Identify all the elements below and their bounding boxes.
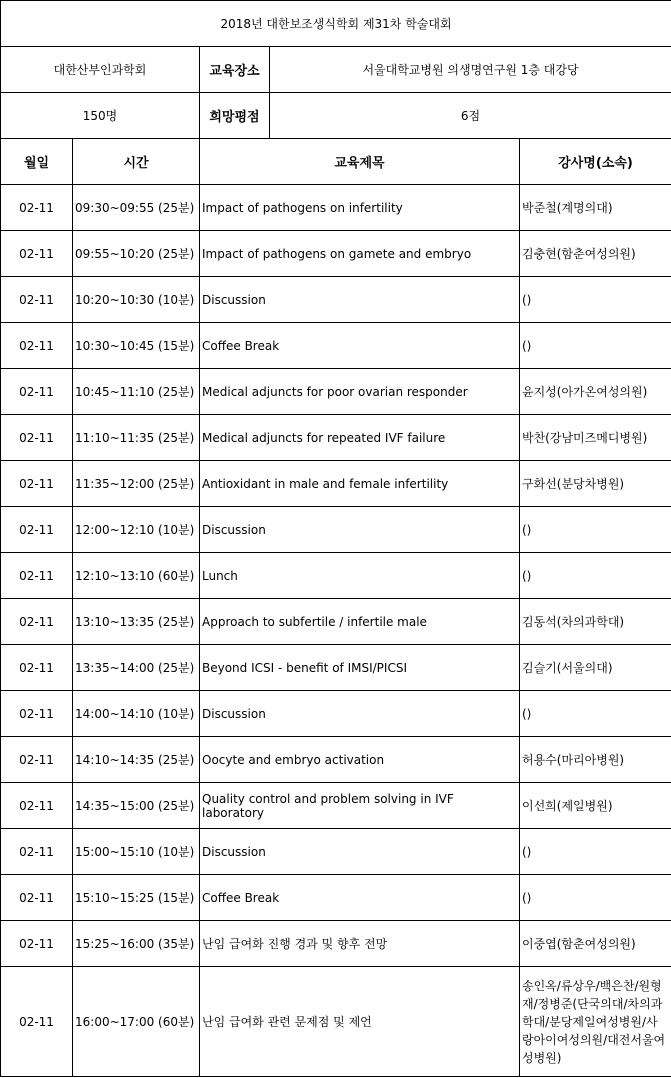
- table-row: [1, 737, 671, 783]
- row-lecturer: (): [520, 507, 671, 553]
- table-row: [1, 461, 671, 507]
- venue-label: 교육장소: [200, 47, 270, 93]
- row-lecturer: 박준철(계명의대): [520, 185, 671, 231]
- row-topic: Discussion: [200, 507, 520, 553]
- row-date: 02-11: [1, 415, 73, 461]
- row-topic: Oocyte and embryo activation: [200, 737, 520, 783]
- row-time: 10:20~10:30 (10분): [73, 277, 200, 323]
- row-time: 13:10~13:35 (25분): [73, 599, 200, 645]
- row-date: 02-11: [1, 369, 73, 415]
- row-lecturer: 김슬기(서울의대): [520, 645, 671, 691]
- row-topic: Discussion: [200, 277, 520, 323]
- row-time: 14:00~14:10 (10분): [73, 691, 200, 737]
- table-row: [1, 921, 671, 967]
- page-title: 2018년 대한보조생식학회 제31차 학술대회: [1, 1, 671, 47]
- table-row: [1, 369, 671, 415]
- row-date: 02-11: [1, 553, 73, 599]
- row-date: 02-11: [1, 737, 73, 783]
- row-time: 10:45~11:10 (25분): [73, 369, 200, 415]
- row-lecturer: 윤지성(아가온여성의원): [520, 369, 671, 415]
- table-row: [1, 599, 671, 645]
- row-time: 16:00~17:00 (60분): [73, 967, 200, 1077]
- row-topic: Coffee Break: [200, 875, 520, 921]
- organizer: 대한산부인과학회: [1, 47, 200, 93]
- row-topic: Discussion: [200, 691, 520, 737]
- table-row: [1, 783, 671, 829]
- row-time: 09:55~10:20 (25분): [73, 231, 200, 277]
- row-lecturer: (): [520, 691, 671, 737]
- score-label: 희망평점: [200, 93, 270, 139]
- row-topic: 난임 급여화 진행 경과 및 향후 전망: [200, 921, 520, 967]
- row-date: 02-11: [1, 921, 73, 967]
- header-date: 월일: [1, 139, 73, 185]
- row-time: 09:30~09:55 (25분): [73, 185, 200, 231]
- row-time: 15:00~15:10 (10분): [73, 829, 200, 875]
- row-lecturer: (): [520, 829, 671, 875]
- row-date: 02-11: [1, 185, 73, 231]
- table-row: [1, 967, 671, 1077]
- table-row: [1, 829, 671, 875]
- row-date: 02-11: [1, 875, 73, 921]
- row-date: 02-11: [1, 691, 73, 737]
- row-topic: Approach to subfertile / infertile male: [200, 599, 520, 645]
- row-time: 14:35~15:00 (25분): [73, 783, 200, 829]
- table-row: [1, 553, 671, 599]
- row-topic: Impact of pathogens on gamete and embryo: [200, 231, 520, 277]
- row-date: 02-11: [1, 277, 73, 323]
- table-row: [1, 415, 671, 461]
- table-row: [1, 185, 671, 231]
- row-lecturer: (): [520, 277, 671, 323]
- table-row: [1, 323, 671, 369]
- row-date: 02-11: [1, 599, 73, 645]
- table-row: [1, 645, 671, 691]
- row-topic: Beyond ICSI - benefit of IMSI/PICSI: [200, 645, 520, 691]
- row-date: 02-11: [1, 323, 73, 369]
- table-row: [1, 231, 671, 277]
- row-time: 12:10~13:10 (60분): [73, 553, 200, 599]
- row-date: 02-11: [1, 231, 73, 277]
- row-date: 02-11: [1, 783, 73, 829]
- row-topic: Medical adjuncts for repeated IVF failure: [200, 415, 520, 461]
- row-lecturer: 허용수(마리아병원): [520, 737, 671, 783]
- row-time: 13:35~14:00 (25분): [73, 645, 200, 691]
- row-lecturer: 이중엽(함춘여성의원): [520, 921, 671, 967]
- row-date: 02-11: [1, 829, 73, 875]
- row-topic: Coffee Break: [200, 323, 520, 369]
- row-time: 14:10~14:35 (25분): [73, 737, 200, 783]
- row-lecturer: (): [520, 875, 671, 921]
- row-date: 02-11: [1, 645, 73, 691]
- row-topic: Quality control and problem solving in IVF laboratory: [200, 783, 520, 829]
- header-time: 시간: [73, 139, 200, 185]
- venue: 서울대학교병원 의생명연구원 1층 대강당: [270, 47, 671, 93]
- row-lecturer: 박찬(강남미즈메디병원): [520, 415, 671, 461]
- row-topic: Discussion: [200, 829, 520, 875]
- row-time: 15:10~15:25 (15분): [73, 875, 200, 921]
- row-lecturer: (): [520, 553, 671, 599]
- row-topic: Antioxidant in male and female infertility: [200, 461, 520, 507]
- row-date: 02-11: [1, 967, 73, 1077]
- table-row: [1, 507, 671, 553]
- row-date: 02-11: [1, 461, 73, 507]
- header-lecturer: 강사명(소속): [520, 139, 671, 185]
- row-topic: Medical adjuncts for poor ovarian responder: [200, 369, 520, 415]
- row-lecturer: 구화선(분당차병원): [520, 461, 671, 507]
- row-lecturer: (): [520, 323, 671, 369]
- row-topic: Impact of pathogens on infertility: [200, 185, 520, 231]
- row-time: 15:25~16:00 (35분): [73, 921, 200, 967]
- score: 6점: [270, 93, 671, 139]
- row-lecturer: 김동석(차의과학대): [520, 599, 671, 645]
- row-time: 11:35~12:00 (25분): [73, 461, 200, 507]
- row-lecturer: 송인옥/류상우/백은찬/원형재/정병준(단국의대/차의과학대/분당제일여성병원/사랑아이여성의원/대전서울여성병원): [520, 967, 671, 1077]
- table-row: [1, 691, 671, 737]
- row-lecturer: 김충현(함춘여성의원): [520, 231, 671, 277]
- row-time: 11:10~11:35 (25분): [73, 415, 200, 461]
- row-time: 12:00~12:10 (10분): [73, 507, 200, 553]
- capacity: 150명: [1, 93, 200, 139]
- table-row: [1, 277, 671, 323]
- row-date: 02-11: [1, 507, 73, 553]
- row-topic: Lunch: [200, 553, 520, 599]
- table-row: [1, 875, 671, 921]
- row-lecturer: 이선희(제일병원): [520, 783, 671, 829]
- row-topic: 난임 급여화 관련 문제점 및 제언: [200, 967, 520, 1077]
- row-time: 10:30~10:45 (15분): [73, 323, 200, 369]
- header-topic: 교육제목: [200, 139, 520, 185]
